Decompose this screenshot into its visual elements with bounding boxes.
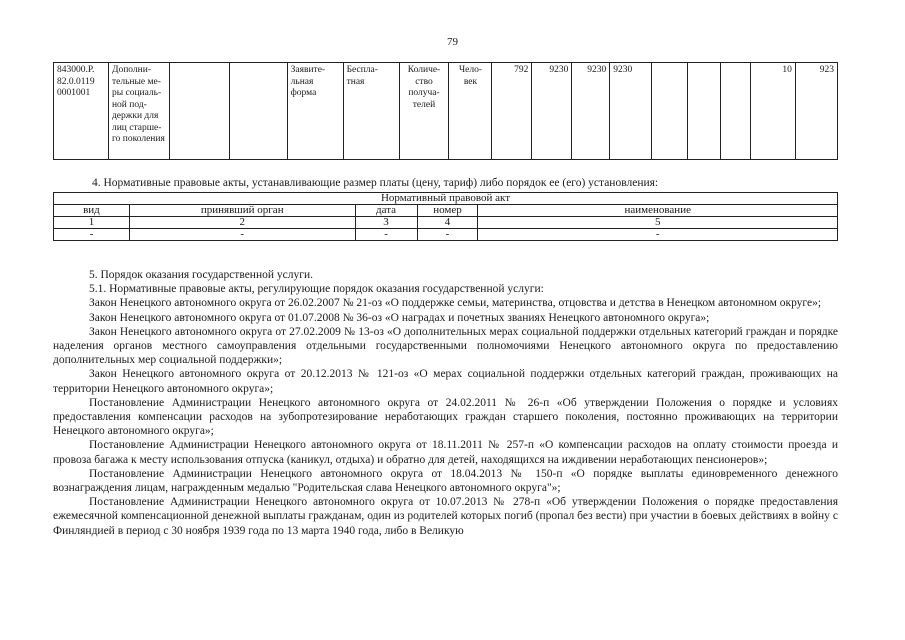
column-number: 1 xyxy=(54,217,130,229)
table-row xyxy=(54,205,838,217)
value-year-3: 9230 xyxy=(610,63,652,160)
empty-cell xyxy=(169,63,229,160)
service-name: Дополни- тельные ме- ры социаль- ной под- держки для лиц старше- го поколения xyxy=(108,63,169,160)
page-number: 79 xyxy=(447,36,458,48)
service-cost: Беспла- тная xyxy=(343,63,399,160)
empty-cell xyxy=(229,63,287,160)
paragraph: 5. Порядок оказания государственной услуги. xyxy=(89,269,313,281)
section-5-text xyxy=(53,268,838,538)
cell-value: - xyxy=(478,229,838,241)
deviation-percent: 10 xyxy=(751,63,796,160)
deviation-absolute: 923 xyxy=(795,63,837,160)
column-number: 4 xyxy=(417,217,478,229)
cell-value: - xyxy=(417,229,478,241)
service-code: 843000.Р. 82.0.0119 0001001 xyxy=(54,63,109,160)
table-row xyxy=(54,63,838,160)
paragraph: Постановление Администрации Ненецкого автономного округа от 24.02.2011 № 26-п «Об утверждении Положения о порядке и условиях предоставления компенсации расходов на зубопротезирование неработающих граждан старшего поколения, постоянно проживающих на территории Ненецкого автономного округа»; xyxy=(53,396,838,438)
column-number: 3 xyxy=(355,217,417,229)
table-row xyxy=(54,193,838,205)
paragraph: Закон Ненецкого автономного округа от 20.12.2013 № 121-оз «О мерах социальной поддержки отдельных категорий граждан, проживающих на территории Ненецкого автономного округа»; xyxy=(53,368,838,395)
column-header: наименование xyxy=(478,205,838,217)
column-header: вид xyxy=(54,205,130,217)
empty-cell xyxy=(721,63,751,160)
cell-value: - xyxy=(355,229,417,241)
column-header: номер xyxy=(417,205,478,217)
empty-cell xyxy=(652,63,688,160)
paragraph: 5.1. Нормативные правовые акты, регулирующие порядок оказания государственной услуги: xyxy=(89,283,544,296)
table-row xyxy=(54,217,838,229)
okei-code: 792 xyxy=(492,63,532,160)
service-form: Заявите- льная форма xyxy=(287,63,343,160)
column-header: принявший орган xyxy=(129,205,355,217)
cell-value: - xyxy=(129,229,355,241)
service-indicator-table xyxy=(53,62,838,160)
value-year-1: 9230 xyxy=(532,63,572,160)
paragraph: Закон Ненецкого автономного округа от 27.02.2009 № 13-оз «О дополнительных мерах социальной поддержки отдельных категорий граждан и порядке наделения органов местного самоуправления отдельными государственными полномочиями Ненецкого автономного округа по предоставлению дополнительных мер социальной поддержки»; xyxy=(53,325,838,367)
paragraph: Постановление Администрации Ненецкого автономного округа от 10.07.2013 № 278-п «Об утверждении Положения о порядке предоставления ежемесячной компенсационной денежной выплаты гражданам, один из родителей которых погиб (пропал без вести) при участии в боевых действиях в войну с Финляндией в период с 30 ноября 1939 года по 13 марта 1940 года, либо в Великую xyxy=(53,496,838,537)
column-number: 2 xyxy=(129,217,355,229)
section-4-title: 4. Нормативные правовые акты, устанавливающие размер платы (цену, тариф) либо порядок ее (его) установления: xyxy=(92,177,659,189)
paragraph: Закон Ненецкого автономного округа от 01.07.2008 № 36-оз «О наградах и почетных званиях Ненецкого автономного округа»; xyxy=(89,311,710,324)
legal-acts-table xyxy=(53,192,838,241)
paragraph: Закон Ненецкого автономного округа от 26.02.2007 № 21-оз «О поддержке семьи, материнства, отцовства и детства в Ненецком автономном округе»; xyxy=(89,297,822,310)
table-row xyxy=(54,229,838,241)
column-number: 5 xyxy=(478,217,838,229)
unit-name: Чело- век xyxy=(449,63,492,160)
empty-cell xyxy=(688,63,721,160)
column-header: дата xyxy=(355,205,417,217)
indicator-name: Количе- ство получа- телей xyxy=(399,63,449,160)
group-header: Нормативный правовой акт xyxy=(54,193,838,205)
cell-value: - xyxy=(54,229,130,241)
paragraph: Постановление Администрации Ненецкого автономного округа от 18.11.2011 № 257-п «О компенсации расходов на оплату стоимости проезда и провоза багажа к месту использования отпуска (каникул, отдыха) и обратно для детей, находящихся на иждивении неработающих пенсионеров»; xyxy=(53,439,838,466)
paragraph: Постановление Администрации Ненецкого автономного округа от 18.04.2013 № 150-п «О порядке выплаты единовременного денежного вознаграждения лицам, награжденным медалью "Родительская слава Ненецкого автономного округа"»; xyxy=(53,467,838,495)
value-year-2: 9230 xyxy=(572,63,610,160)
